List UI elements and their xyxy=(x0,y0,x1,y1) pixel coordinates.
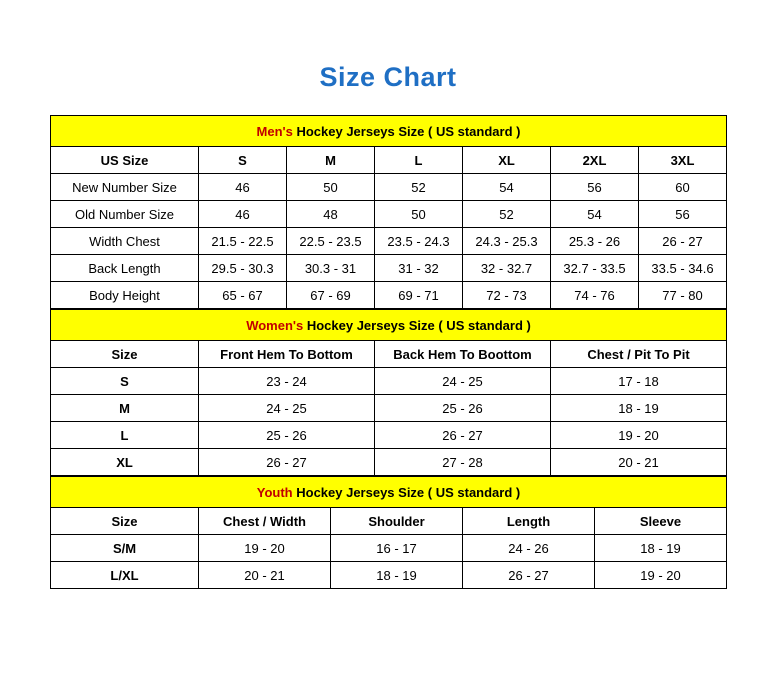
mens-col-3: L xyxy=(375,147,463,174)
mens-row-2-val-0: 21.5 - 22.5 xyxy=(199,228,287,255)
mens-row-2-val-2: 23.5 - 24.3 xyxy=(375,228,463,255)
mens-col-6: 3XL xyxy=(639,147,727,174)
youth-row-1-val-0: 20 - 21 xyxy=(199,562,331,589)
womens-row-0-val-0: 23 - 24 xyxy=(199,368,375,395)
womens-row-2-val-1: 26 - 27 xyxy=(375,422,551,449)
womens-row-1-label: M xyxy=(51,395,199,422)
table-row xyxy=(51,449,727,476)
womens-heading-accent: Women's xyxy=(246,317,304,333)
mens-row-3-val-1: 30.3 - 31 xyxy=(287,255,375,282)
youth-col-4: Sleeve xyxy=(595,508,727,535)
youth-row-0-val-0: 19 - 20 xyxy=(199,535,331,562)
mens-heading-accent: Men's xyxy=(256,123,293,139)
mens-col-4: XL xyxy=(463,147,551,174)
mens-row-0-val-5: 60 xyxy=(639,174,727,201)
youth-row-1-val-3: 19 - 20 xyxy=(595,562,727,589)
mens-col-0: US Size xyxy=(51,147,199,174)
youth-section-header-row xyxy=(51,477,727,508)
mens-row-1-val-5: 56 xyxy=(639,201,727,228)
mens-row-0-val-3: 54 xyxy=(463,174,551,201)
table-row xyxy=(51,147,727,174)
mens-col-5: 2XL xyxy=(551,147,639,174)
womens-row-0-val-1: 24 - 25 xyxy=(375,368,551,395)
womens-row-1-val-0: 24 - 25 xyxy=(199,395,375,422)
mens-section-header xyxy=(51,116,727,147)
womens-heading-rest: Hockey Jerseys Size ( US standard ) xyxy=(303,317,531,333)
youth-size-table xyxy=(50,476,727,589)
womens-size-table xyxy=(50,309,727,476)
womens-col-2: Back Hem To Boottom xyxy=(375,341,551,368)
youth-row-1-val-1: 18 - 19 xyxy=(331,562,463,589)
womens-section-header-row xyxy=(51,310,727,341)
youth-heading-rest: Hockey Jerseys Size ( US standard ) xyxy=(292,484,521,500)
youth-col-0: Size xyxy=(51,508,199,535)
mens-row-4-val-1: 67 - 69 xyxy=(287,282,375,309)
mens-row-2-val-5: 26 - 27 xyxy=(639,228,727,255)
table-row xyxy=(51,228,727,255)
table-row xyxy=(51,422,727,449)
mens-row-3-val-3: 32 - 32.7 xyxy=(463,255,551,282)
mens-row-4-val-0: 65 - 67 xyxy=(199,282,287,309)
youth-row-0-label: S/M xyxy=(51,535,199,562)
mens-row-0-val-0: 46 xyxy=(199,174,287,201)
youth-row-0-val-2: 24 - 26 xyxy=(463,535,595,562)
womens-col-1: Front Hem To Bottom xyxy=(199,341,375,368)
mens-row-1-val-2: 50 xyxy=(375,201,463,228)
mens-heading-rest: Hockey Jerseys Size ( US standard ) xyxy=(292,123,521,139)
mens-row-4-val-4: 74 - 76 xyxy=(551,282,639,309)
mens-row-4-label: Body Height xyxy=(51,282,199,309)
mens-row-3-val-0: 29.5 - 30.3 xyxy=(199,255,287,282)
table-row xyxy=(51,562,727,589)
table-row xyxy=(51,255,727,282)
mens-row-0-label: New Number Size xyxy=(51,174,199,201)
mens-row-0-val-4: 56 xyxy=(551,174,639,201)
table-row xyxy=(51,535,727,562)
page-title: Size Chart xyxy=(319,62,457,92)
womens-row-2-label: L xyxy=(51,422,199,449)
womens-row-1-val-1: 25 - 26 xyxy=(375,395,551,422)
youth-col-1: Chest / Width xyxy=(199,508,331,535)
mens-row-2-label: Width Chest xyxy=(51,228,199,255)
mens-row-2-val-1: 22.5 - 23.5 xyxy=(287,228,375,255)
table-row xyxy=(51,508,727,535)
mens-row-1-val-0: 46 xyxy=(199,201,287,228)
mens-row-1-val-4: 54 xyxy=(551,201,639,228)
mens-row-2-val-3: 24.3 - 25.3 xyxy=(463,228,551,255)
mens-row-0-val-1: 50 xyxy=(287,174,375,201)
womens-section-header xyxy=(51,310,727,341)
mens-row-1-label: Old Number Size xyxy=(51,201,199,228)
mens-row-4-val-3: 72 - 73 xyxy=(463,282,551,309)
youth-row-0-val-1: 16 - 17 xyxy=(331,535,463,562)
youth-heading-accent: Youth xyxy=(256,484,293,500)
youth-col-3: Length xyxy=(463,508,595,535)
size-chart-container xyxy=(50,115,726,589)
table-row xyxy=(51,174,727,201)
table-row xyxy=(51,282,727,309)
table-row xyxy=(51,368,727,395)
womens-row-1-val-2: 18 - 19 xyxy=(551,395,727,422)
table-row xyxy=(51,395,727,422)
mens-col-1: S xyxy=(199,147,287,174)
table-row xyxy=(51,201,727,228)
youth-section-header xyxy=(51,477,727,508)
mens-row-2-val-4: 25.3 - 26 xyxy=(551,228,639,255)
womens-row-3-val-1: 27 - 28 xyxy=(375,449,551,476)
womens-row-3-val-0: 26 - 27 xyxy=(199,449,375,476)
womens-row-0-label: S xyxy=(51,368,199,395)
youth-row-0-val-3: 18 - 19 xyxy=(595,535,727,562)
mens-size-table xyxy=(50,115,727,309)
mens-row-1-val-3: 52 xyxy=(463,201,551,228)
mens-col-2: M xyxy=(287,147,375,174)
mens-row-3-val-2: 31 - 32 xyxy=(375,255,463,282)
mens-row-3-val-4: 32.7 - 33.5 xyxy=(551,255,639,282)
mens-row-3-label: Back Length xyxy=(51,255,199,282)
mens-row-3-val-5: 33.5 - 34.6 xyxy=(639,255,727,282)
table-row xyxy=(51,341,727,368)
mens-row-4-val-2: 69 - 71 xyxy=(375,282,463,309)
womens-row-2-val-2: 19 - 20 xyxy=(551,422,727,449)
womens-row-3-val-2: 20 - 21 xyxy=(551,449,727,476)
youth-col-2: Shoulder xyxy=(331,508,463,535)
mens-section-header-row xyxy=(51,116,727,147)
womens-row-3-label: XL xyxy=(51,449,199,476)
mens-row-4-val-5: 77 - 80 xyxy=(639,282,727,309)
womens-col-0: Size xyxy=(51,341,199,368)
mens-row-1-val-1: 48 xyxy=(287,201,375,228)
youth-row-1-label: L/XL xyxy=(51,562,199,589)
womens-row-2-val-0: 25 - 26 xyxy=(199,422,375,449)
womens-row-0-val-2: 17 - 18 xyxy=(551,368,727,395)
youth-row-1-val-2: 26 - 27 xyxy=(463,562,595,589)
womens-col-3: Chest / Pit To Pit xyxy=(551,341,727,368)
mens-row-0-val-2: 52 xyxy=(375,174,463,201)
